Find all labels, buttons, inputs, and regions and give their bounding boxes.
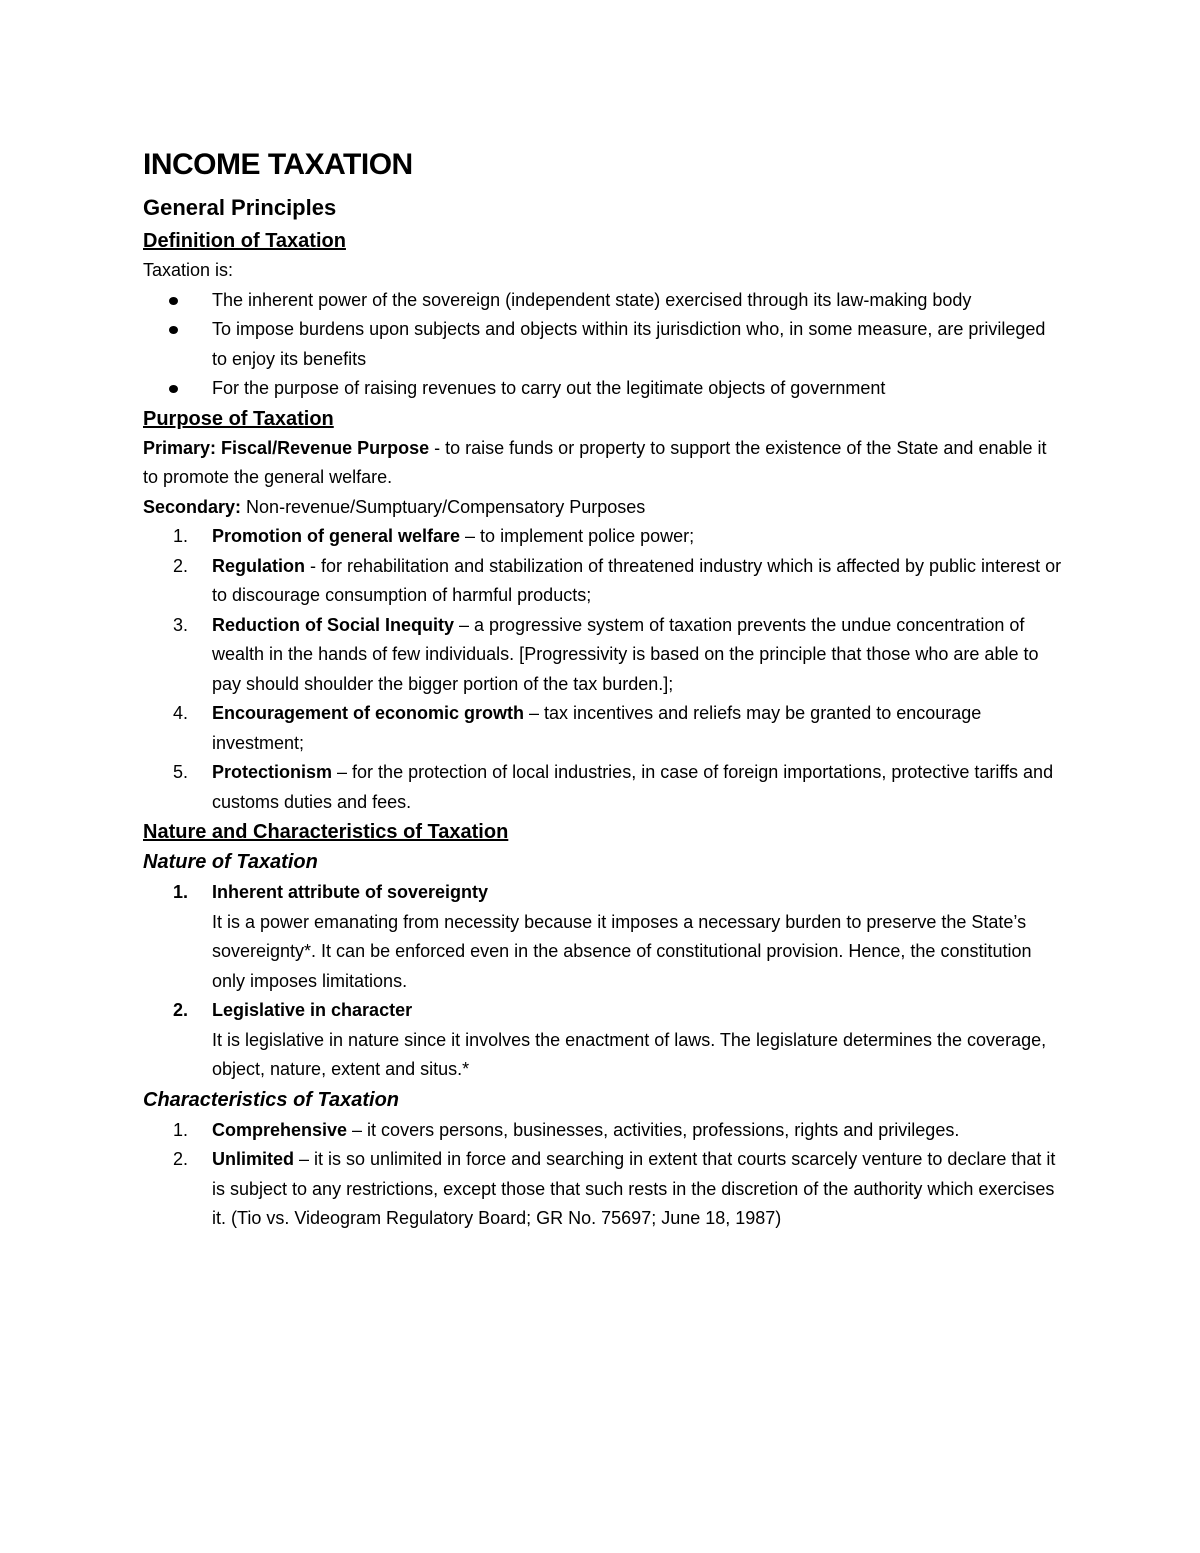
list-item: 1. Comprehensive – it covers persons, businesses, activities, professions, rights and privileges. bbox=[173, 1119, 960, 1140]
definition-heading: Definition of Taxation bbox=[143, 230, 346, 252]
list-item: 2. Unlimited – it is so unlimited in force and searching in extent that courts scarcely venture to declare that it is subject to any restrictions, except those that such rests in the discretion of the authority which exercises it. (Tio vs. Videogram Regulatory Board; GR No. 75697; June 18, 1987) bbox=[173, 1149, 1056, 1228]
purpose-heading: Purpose of Taxation bbox=[143, 407, 334, 430]
list-item: 4. Encouragement of economic growth – tax incentives and reliefs may be granted to encourage investment; bbox=[173, 703, 982, 753]
nature-characteristics-heading: Nature and Characteristics of Taxation bbox=[143, 821, 509, 843]
nature-list bbox=[143, 878, 1063, 1085]
nature-heading: Nature of Taxation bbox=[143, 851, 318, 873]
list-item: 5. Protectionism – for the protection of local industries, in case of foreign importations, protective tariffs and customs duties and fees. bbox=[173, 762, 1054, 812]
bullet-icon bbox=[169, 297, 178, 305]
purpose-list bbox=[143, 522, 1063, 817]
list-item: To impose burdens upon subjects and objects within its jurisdiction who, in some measure, are privileged to enjoy its benefits bbox=[143, 315, 1063, 374]
primary-purpose: Primary: Fiscal/Revenue Purpose - to raise funds or property to support the existence of the State and enable it to promote the general welfare. bbox=[143, 437, 1047, 487]
secondary-purpose: Secondary: Non-revenue/Sumptuary/Compensatory Purposes bbox=[143, 496, 646, 517]
bullet-icon bbox=[169, 385, 178, 393]
characteristics-list bbox=[143, 1116, 1063, 1234]
list-item: For the purpose of raising revenues to carry out the legitimate objects of government bbox=[143, 374, 1063, 404]
list-item: 3. Reduction of Social Inequity – a progressive system of taxation prevents the undue concentration of wealth in the hands of few individuals. [Progressivity is based on the principle that those who are able to pay should shoulder the bigger portion of the tax burden.]; bbox=[173, 614, 1039, 694]
section-heading: General Principles bbox=[143, 195, 337, 220]
document-title: INCOME TAXATION bbox=[143, 148, 413, 181]
characteristics-heading: Characteristics of Taxation bbox=[143, 1088, 400, 1111]
definition-intro: Taxation is: bbox=[143, 260, 234, 280]
bullet-icon bbox=[169, 326, 178, 334]
list-item: 2. Legislative in character It is legislative in nature since it involves the enactment of laws. The legislature determines the coverage, object, nature, extent and situs.* bbox=[173, 1000, 1047, 1079]
list-item: 2. Regulation - for rehabilitation and stabilization of threatened industry which is affected by public interest or to discourage consumption of harmful products; bbox=[173, 555, 1062, 605]
list-item: 1. Inherent attribute of sovereignty It is a power emanating from necessity because it imposes a necessary burden to preserve the State’s sovereignty*. It can be enforced even in the absence of constitutional provision. Hence, the constitution only imposes limitations. bbox=[173, 882, 1032, 991]
list-item: The inherent power of the sovereign (independent state) exercised through its law-making body bbox=[143, 286, 1063, 316]
list-item: 1. Promotion of general welfare – to implement police power; bbox=[173, 526, 695, 546]
definition-list bbox=[143, 286, 1063, 404]
document-page bbox=[143, 140, 1063, 1234]
